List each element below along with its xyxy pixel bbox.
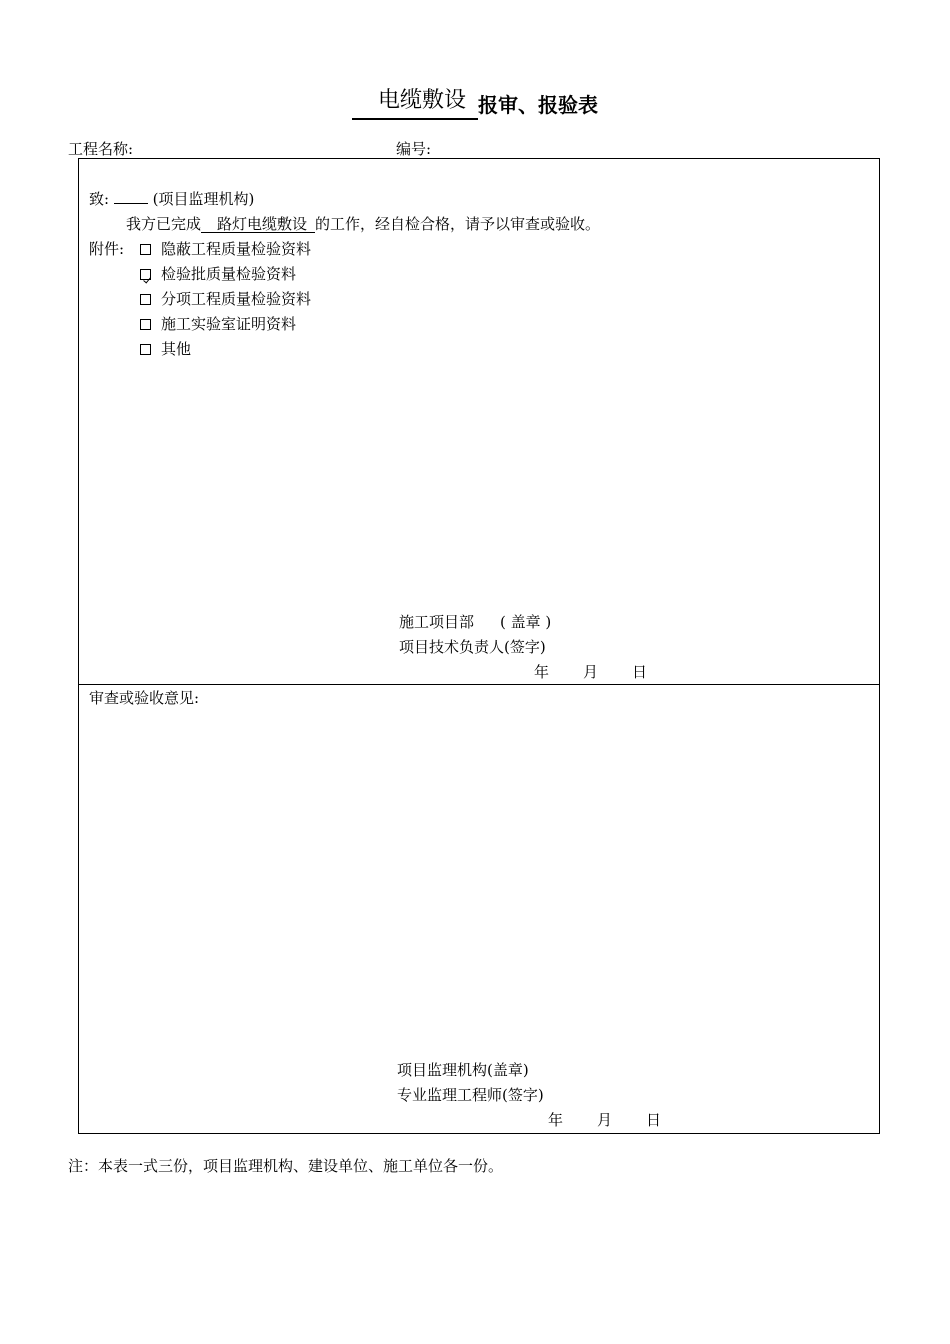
statement-work — [201, 216, 315, 233]
attachment-item[interactable] — [140, 339, 191, 359]
title-rest-text: 报审、报验表 — [478, 93, 598, 117]
statement-work-text: 路灯电缆敷设 — [217, 215, 308, 233]
contractor-sign-line — [399, 612, 551, 632]
checkbox-icon[interactable] — [140, 294, 151, 305]
review-section — [78, 684, 880, 1134]
date-year: 年 — [534, 663, 550, 681]
attachments-label: 附件: — [89, 240, 125, 258]
attachment-label: 其他 — [161, 340, 192, 358]
date-day: 日 — [646, 1111, 662, 1129]
checkbox-icon[interactable] — [140, 319, 151, 330]
attachment-item[interactable] — [140, 239, 311, 259]
opinion-label: 审查或验收意见: — [89, 689, 200, 707]
statement-prefix: 我方已完成 — [126, 215, 202, 233]
tech-lead-signature: 项目技术负责人(签字) — [399, 638, 546, 656]
date-day: 日 — [632, 663, 648, 681]
date-month: 月 — [597, 1111, 613, 1129]
checkbox-icon[interactable] — [140, 344, 151, 355]
addressee-line — [89, 189, 254, 209]
form-number-label: 编号: — [396, 140, 432, 158]
title-filled-text: 电缆敷设 — [352, 86, 478, 120]
attachment-label: 施工实验室证明资料 — [161, 315, 297, 333]
statement-suffix: 的工作，经自检合格，请予以审查或验收。 — [315, 215, 601, 233]
checkbox-icon[interactable] — [140, 244, 151, 255]
form-title — [0, 86, 950, 120]
to-suffix: (项目监理机构) — [152, 190, 255, 208]
attachment-label: 隐蔽工程质量检验资料 — [161, 240, 312, 258]
review-date — [548, 1110, 661, 1130]
attachment-item[interactable] — [140, 289, 311, 309]
project-name-label: 工程名称: — [68, 140, 134, 158]
attachment-item[interactable] — [140, 264, 296, 284]
checkbox-checked-icon[interactable] — [140, 269, 151, 280]
submission-section — [78, 158, 880, 685]
to-blank — [114, 203, 148, 204]
date-year: 年 — [548, 1111, 564, 1129]
contractor-stamp: ( 盖章 ) — [500, 613, 552, 631]
engineer-signature: 专业监理工程师(签字) — [397, 1086, 544, 1104]
attachment-item[interactable] — [140, 314, 296, 334]
attachment-label: 分项工程质量检验资料 — [161, 290, 312, 308]
footer-note: 注：本表一式三份，项目监理机构、建设单位、施工单位各一份。 — [68, 1157, 504, 1175]
to-label: 致: — [89, 190, 110, 208]
statement-line — [126, 214, 600, 234]
contractor-dept: 施工项目部 — [399, 613, 475, 631]
contractor-date — [534, 662, 647, 682]
attachment-label: 检验批质量检验资料 — [161, 265, 297, 283]
supervisor-stamp: 项目监理机构(盖章) — [397, 1061, 529, 1079]
date-month: 月 — [583, 663, 599, 681]
